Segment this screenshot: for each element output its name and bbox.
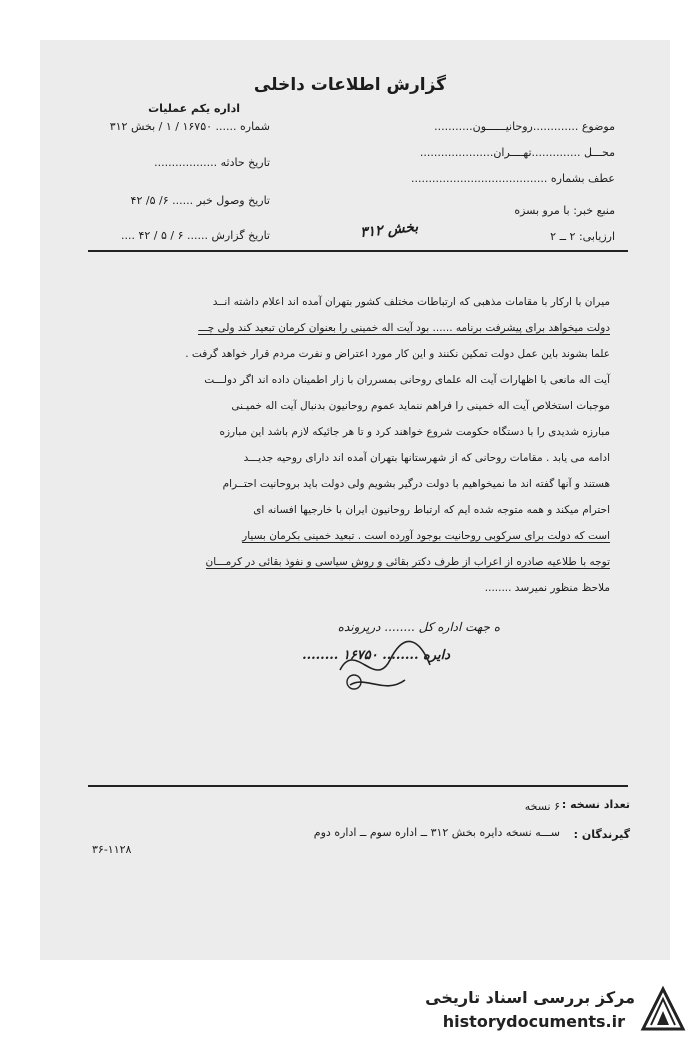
copies-label: تعداد نسخه :: [561, 798, 630, 811]
body-line: علما بشوند باین عمل دولت تمکین نکنند و این کار مورد اعتراض و نفرت مردم قرار خواهد گرفت .: [185, 348, 610, 360]
document-code: ۳۶-۱۱۲۸: [92, 843, 132, 856]
body-line: موجبات استخلاص آیت اله خمینی را فراهم ننماید عموم روحانیون بدنبال آیت اله خمیـنی: [231, 400, 610, 412]
number-field: شماره ...... ۱۶۷۵۰ / ۱ / بخش ۳۱۲: [109, 120, 270, 133]
header-divider: [88, 250, 628, 252]
body-line: [90, 530, 610, 542]
source-field: منبع خبر: با مرو بسزه: [514, 204, 615, 217]
subject-field: موضوع .............روحانیــــــون...........: [434, 120, 615, 133]
body-line: [90, 322, 610, 334]
body-line: هستند و آنها گفته اند ما نمیخواهیم با دولت درگیر بشویم ولی دولت باید بروحانیت احتــرام: [222, 478, 610, 490]
receipt-date-field: تاریخ وصول خبر ...... ۶/ ۵/ ۴۲: [130, 194, 270, 207]
body-line-text: است که دولت برای سرکوبی روحانیت بوجود آورده است . تبعید خمینی بکرمان بسیار: [242, 530, 610, 542]
body-line-text: دولت میخواهد برای پیشرفت برنامه ...... بود آیت اله خمینی را بعنوان کرمان تبعید کند ولی چـــ: [198, 322, 610, 334]
place-field: محـــل ..............تهــــران.....................: [419, 146, 615, 159]
body-line: میران با ارکار با مقامات مذهبی که ارتباطات مختلف کشور بتهران آمده اند اعلام داشته انــد: [212, 296, 610, 308]
recipients-label: گیرندگان :: [573, 828, 630, 841]
ref-number-field: عطف بشماره .......................................: [411, 172, 615, 185]
signature-scribble: [330, 630, 440, 700]
office-label: اداره یکم عملیات: [148, 102, 240, 115]
handwritten-note: ه جهت اداره کل ........ درپرونده: [337, 620, 500, 634]
body-line: ملاحظ منظور نمیرسد ........: [484, 582, 610, 594]
grade-field: ارزیابی: ۲ ــ ۲: [550, 230, 615, 243]
copies-value: ۶ نسخه: [524, 800, 560, 813]
watermark-url: historydocuments.ir: [442, 1012, 625, 1031]
watermark-name: مرکز بررسی اسناد تاریخی: [425, 988, 635, 1007]
event-date-field: تاریخ حادثه ..................: [154, 156, 270, 169]
body-line: ادامه می یابد . مقامات روحانی که از شهرستانها بتهران آمده اند دارای روحیه جدیـــد: [243, 452, 610, 464]
archive-logo-icon: [637, 985, 689, 1037]
recipients-value: ســـه نسخه دایره بخش ۳۱۲ ــ اداره سوم ــ اداره دوم: [313, 826, 560, 839]
document-title: گزارش اطلاعات داخلی: [253, 75, 447, 95]
body-line-text: توجه با طلاعیه صادره از اعراب از طرف دکتر بقائی و روش سیاسی و نفوذ بقائی در کرمـــان: [205, 556, 610, 568]
body-line: آیت اله مانعی با اظهارات آیت اله علمای روحانی بمسرران با زار اطمینان داده اند اگر دولـــت: [204, 374, 610, 386]
body-line: [90, 556, 610, 568]
report-date-field: تاریخ گزارش ...... ۶ / ۵ / ۴۲ ....: [120, 229, 270, 242]
stamp-mark: بخش ۳۱۲: [359, 219, 419, 241]
handwritten-signature-line: دایره ........ ۱۶۷۵۰ ........: [302, 648, 450, 663]
body-line: احترام میکند و همه متوجه شده ایم که ارتباط روحانیون ایران با خارجیها افسانه ای: [253, 504, 610, 516]
footer-divider: [88, 785, 628, 787]
body-line: مبارزه شدیدی را با دستگاه حکومت شروع خواهند کرد و تا هر جائیکه لازم باشد این مبارزه: [219, 426, 610, 438]
